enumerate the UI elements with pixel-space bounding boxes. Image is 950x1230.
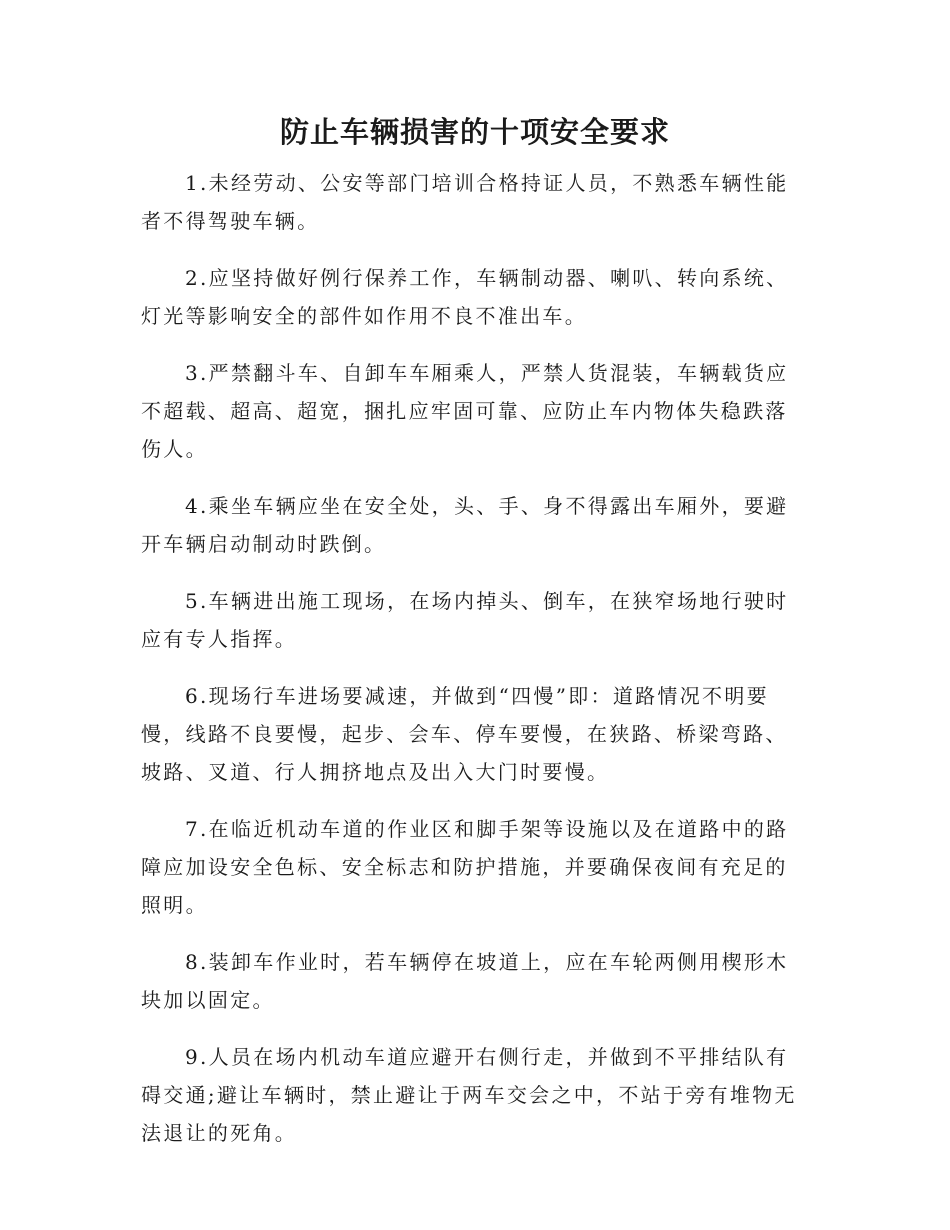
paragraph-6: 6.现场行车进场要减速，并做到“四慢”即：道路情况不明要慢，线路不良要慢，起步、会车、停车要慢，在狭路、桥梁弯路、坡路、叉道、行人拥挤地点及出入大门时要慢。: [141, 684, 788, 784]
paragraph-1: 1.未经劳动、公安等部门培训合格持证人员，不熟悉车辆性能者不得驾驶车辆。: [141, 171, 789, 233]
paragraph-4: 4.乘坐车辆应坐在安全处，头、手、身不得露出车厢外，要避开车辆启动制动时跌倒。: [141, 494, 789, 556]
paragraph-9: 9.人员在场内机动车道应避开右侧行走，并做到不平排结队有碍交通;避让车辆时，禁止避让于两车交会之中，不站于旁有堆物无法退让的死角。: [141, 1045, 797, 1145]
paragraph-2: 2.应坚持做好例行保养工作，车辆制动器、喇叭、转向系统、灯光等影响安全的部件如作用不良不准出车。: [141, 266, 789, 328]
document-body: [141, 164, 803, 1171]
paragraph-3: 3.严禁翻斗车、自卸车车厢乘人，严禁人货混装，车辆载货应不超载、超高、超宽，捆扎应牢固可靠、应防止车内物体失稳跌落伤人。: [141, 361, 789, 461]
document-title: 防止车辆损害的十项安全要求: [279, 115, 670, 149]
paragraph-5: 5.车辆进出施工现场，在场内掉头、倒车，在狭窄场地行驶时应有专人指挥。: [141, 589, 789, 651]
paragraph-7: 7.在临近机动车道的作业区和脚手架等设施以及在道路中的路障应加设安全色标、安全标志和防护措施，并要确保夜间有充足的照明。: [141, 817, 789, 917]
paragraph-8: 8.装卸车作业时，若车辆停在坡道上，应在车轮两侧用楔形木块加以固定。: [141, 950, 789, 1012]
